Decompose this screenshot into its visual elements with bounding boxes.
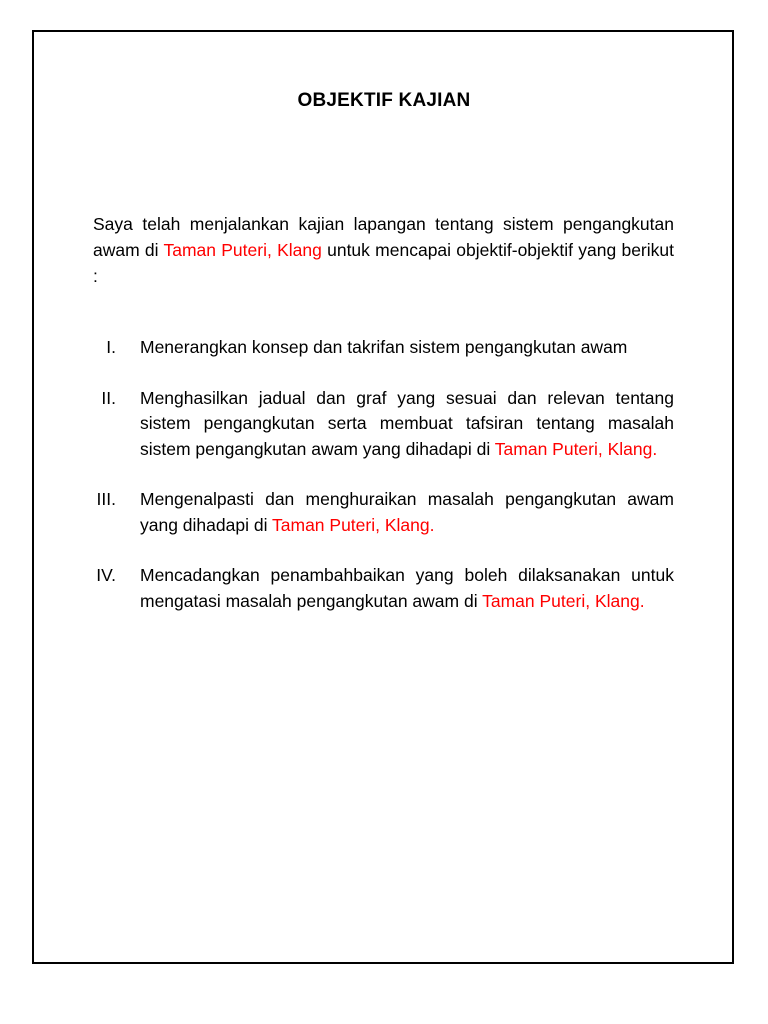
- objective-text: Menerangkan konsep dan takrifan sistem pengangkutan awam: [140, 337, 628, 357]
- objective-item-2: [80, 386, 674, 463]
- document-title: OBJEKTIF KAJIAN: [297, 90, 471, 111]
- objective-text: Mencadangkan penambahbaikan yang boleh dilaksanakan untuk mengatasi masalah pengangkutan awam di: [140, 565, 674, 611]
- intro-place-highlight: Taman Puteri, Klang: [163, 240, 322, 260]
- objective-item-3: [80, 487, 674, 538]
- objective-numeral: I.: [106, 337, 116, 357]
- objective-item-4: [80, 563, 674, 614]
- intro-text-after: untuk mencapai objektif-objektif yang berikut :: [93, 240, 674, 286]
- objective-place-highlight: Taman Puteri, Klang.: [272, 514, 435, 535]
- objective-text: Menghasilkan jadual dan graf yang sesuai dan relevan tentang sistem pengangkutan serta membuat tafsiran tentang masalah sistem pengangkutan awam yang dihadapi di: [140, 387, 674, 459]
- objective-item-1: [80, 335, 674, 361]
- objective-numeral: IV.: [96, 565, 116, 585]
- intro-paragraph: [93, 211, 674, 289]
- objective-text: Mengenalpasti dan menghuraikan masalah pengangkutan awam yang dihadapi di: [140, 489, 674, 535]
- objectives-list: [80, 335, 674, 614]
- objective-numeral: II.: [101, 387, 116, 408]
- objective-place-highlight: Taman Puteri, Klang.: [482, 590, 645, 611]
- objective-numeral: III.: [96, 489, 116, 509]
- intro-text-before: Saya telah menjalankan kajian lapangan tentang sistem pengangkutan awam di: [93, 214, 674, 260]
- objective-place-highlight: Taman Puteri, Klang.: [494, 438, 658, 459]
